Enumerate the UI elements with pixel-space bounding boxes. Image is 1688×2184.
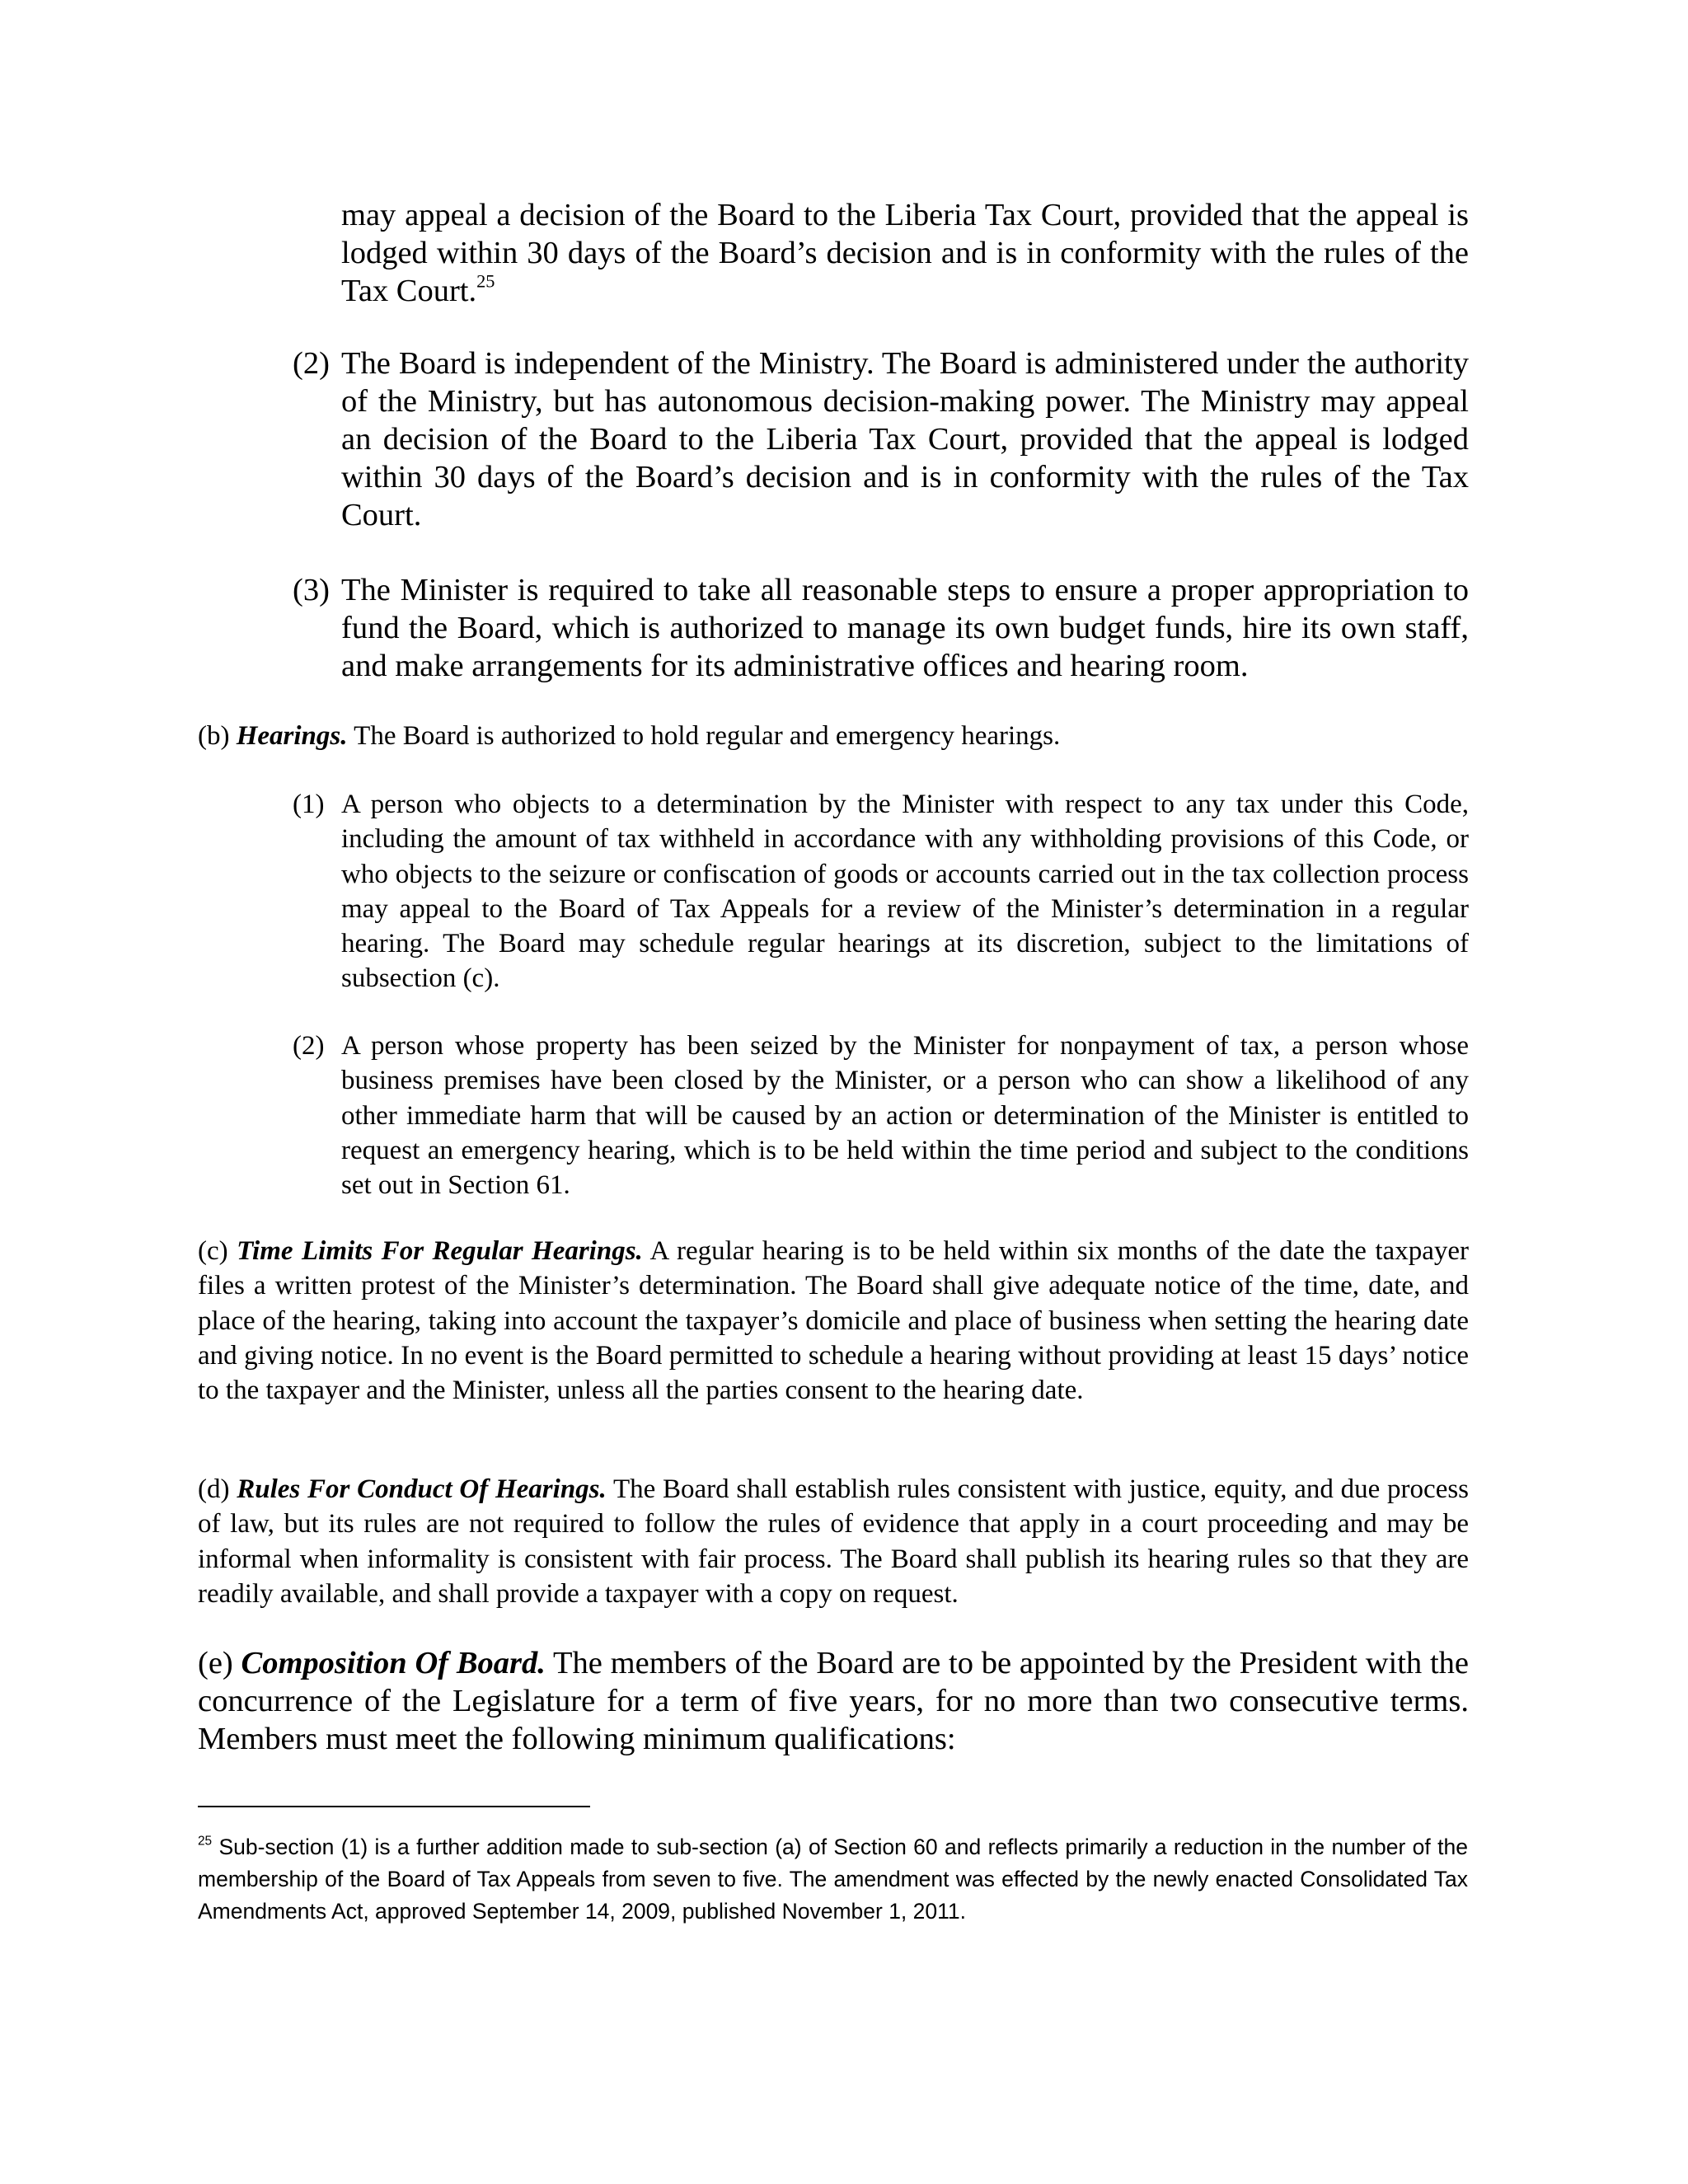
section-e-text: The members of the Board are to be appointed by the President with the concurrence of the Legislature for a term of five years, for no more than two consecutive terms. Members must meet the following minimum qualifications: (198, 1646, 1469, 1756)
section-c-text: A regular hearing is to be held within six months of the date the taxpayer files a written protest of the Minister’s determination. The Board shall give adequate notice of the time, date, and place of the hearing, taking into account the taxpayer’s domicile and place of business when setting the hearing date and giving notice. In no event is the Board permitted to schedule a hearing without providing at least 15 days’ notice to the taxpayer and the Minister, unless all the parties consent to the hearing date. (198, 1236, 1469, 1406)
section-d (198, 1472, 1469, 1611)
list-item-text: The Board is independent of the Ministry. The Board is administered under the authority of the Ministry, but has autonomous decision-making power. The Ministry may appeal an decision of the Board to the Liberia Tax Court, provided that the appeal is lodged within 30 days of the Board’s decision and is in conformity with the rules of the Tax Court. (341, 346, 1469, 532)
list-item-number: (3) (293, 573, 330, 607)
section-e (198, 1644, 1469, 1758)
list-item-text: The Minister is required to take all reasonable steps to ensure a proper appropriation to fund the Board, which is authorized to manage its own budget funds, hire its own staff, and make arrangements for its administrative offices and hearing room. (341, 573, 1469, 683)
list-item-text: A person who objects to a determination by the Minister with respect to any tax under this Code, including the amount of tax withheld in accordance with any withholding provisions of this Code, or who objects to the seizure or confiscation of goods or accounts carried out in the tax collection process may appeal to the Board of Tax Appeals for a review of the Minister’s determination in a regular hearing. The Board may schedule regular hearings at its discretion, subject to the limitations of subsection (c). (341, 790, 1469, 994)
section-c-heading: Time Limits For Regular Hearings. (237, 1236, 643, 1266)
list-item-b-2 (293, 1029, 1469, 1202)
list-item-a-2 (293, 344, 1469, 534)
paragraph-a-continued-text: may appeal a decision of the Board to the Liberia Tax Court, provided that the appeal is lodged within 30 days of the Board’s decision and is in conformity with the rules of the Tax Court. (341, 198, 1469, 308)
footnote-separator (198, 1806, 590, 1807)
paragraph-a-continued (341, 196, 1469, 310)
list-item-number: (1) (293, 790, 325, 819)
section-d-text: The Board shall establish rules consistent with justice, equity, and due process of law, but its rules are not required to follow the rules of evidence that apply in a court proceeding and may be informal when informality is consistent with fair process. The Board shall publish its hearing rules so that they are readily available, and shall provide a taxpayer with a copy on request. (198, 1474, 1470, 1609)
section-c (198, 1234, 1469, 1408)
list-item-a-3 (293, 571, 1469, 685)
list-item-number: (2) (293, 1031, 325, 1061)
footnote-text: Sub-section (1) is a further addition made to sub-section (a) of Section 60 and reflects primarily a reduction in the number of the membership of the Board of Tax Appeals from seven to five. The amendment was effected by the newly enacted Consolidated Tax Amendments Act, approved September 14, 2009, published November 1, 2011. (198, 1835, 1468, 1924)
section-b-text: The Board is authorized to hold regular and emergency hearings. (354, 721, 1061, 751)
section-c-label: (c) (198, 1236, 228, 1266)
footnote (198, 1831, 1468, 1928)
section-b-intro (198, 719, 1469, 753)
footnote-ref[interactable]: 25 (476, 270, 495, 292)
section-b-label: (b) (198, 721, 230, 751)
section-d-label: (d) (198, 1474, 230, 1504)
section-d-heading: Rules For Conduct Of Hearings. (237, 1474, 607, 1504)
list-item-text: A person whose property has been seized by the Minister for nonpayment of tax, a person whose business premises have been closed by the Minister, or a person who can show a likelihood of any other immediate harm that will be caused by an action or determination of the Minister is entitled to request an emergency hearing, which is to be held within the time period and subject to the conditions set out in Section 61. (341, 1031, 1469, 1201)
section-b-heading: Hearings. (236, 721, 348, 751)
footnote-number: 25 (198, 1834, 213, 1849)
list-item-b-1 (293, 787, 1469, 996)
list-item-number: (2) (293, 346, 330, 381)
section-e-label: (e) (198, 1646, 233, 1680)
section-e-heading: Composition Of Board. (241, 1646, 546, 1680)
